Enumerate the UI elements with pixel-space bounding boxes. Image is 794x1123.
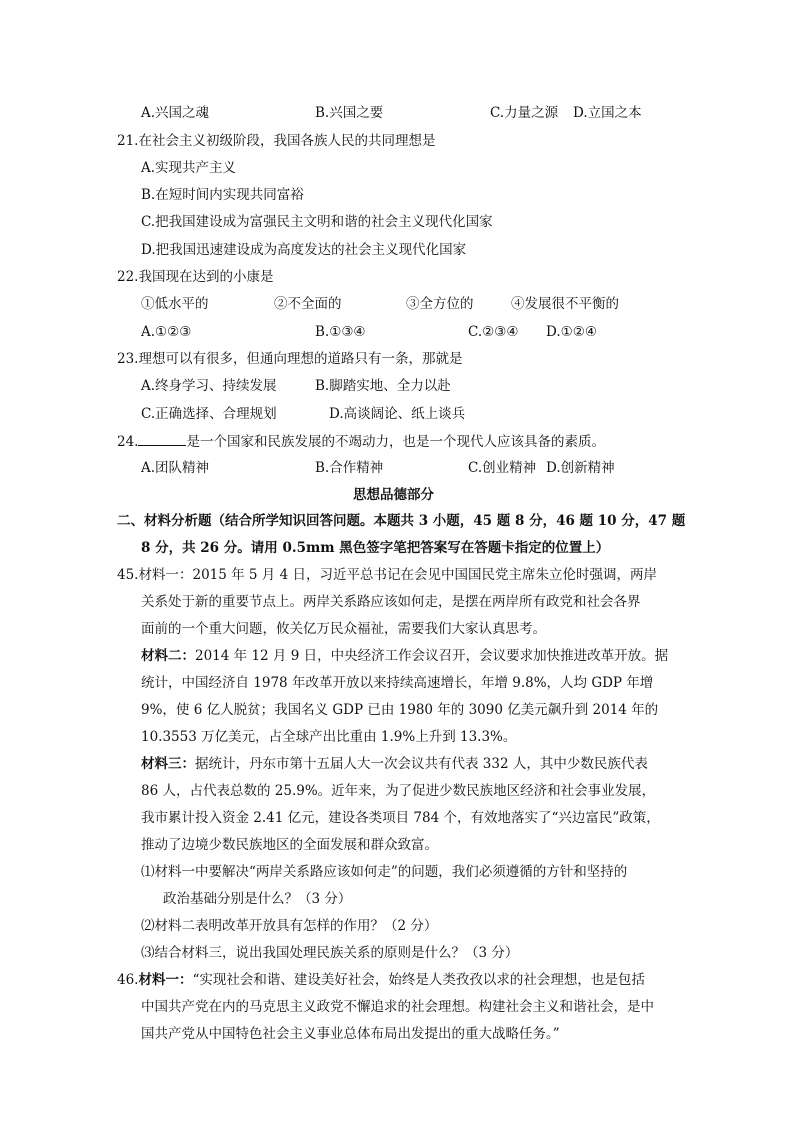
q22-stem: 22.我国现在达到的小康是 [117, 269, 274, 285]
q24-option-d: D.创新精神 [546, 460, 615, 476]
q21-option-c: C.把我国建设成为富强民主文明和谐的社会主义现代化国家 [141, 214, 493, 230]
q45-material-3-text: 据统计，丹东市第十五届人大一次会议共有代表 332 人，其中少数民族代表 [195, 756, 648, 772]
q24-option-b: B.合作精神 [315, 460, 384, 476]
q23-option-b: B.脚踏实地、全力以赴 [315, 378, 451, 394]
section-2-line-2: 8 分，共 26 分。请用 0.5mm 黑色签字笔把答案写在答题卡指定的位置上） [141, 540, 610, 556]
q22-option-a: A.①②③ [141, 324, 192, 340]
q24-option-c: C.创业精神 [468, 460, 537, 476]
q45-material-3-line-4: 推动了边境少数民族地区的全面发展和群众致富。 [141, 837, 438, 853]
section-2-line-1: 二、材料分析题（结合所学知识回答问题。本题共 3 小题，45 题 8 分，46 题 10 分，47 题 [117, 513, 686, 529]
q20-option-a: A.兴国之魂 [141, 105, 210, 121]
q45-sub-question-1-cont: 政治基础分别是什么？（3 分） [163, 891, 352, 907]
q23-option-c: C.正确选择、合理规划 [141, 406, 277, 422]
q24-option-a: A.团队精神 [141, 460, 210, 476]
q45-sub-question-2: ⑵材料二表明改革开放具有怎样的作用？（2 分） [141, 918, 438, 934]
q22-item-4: ④发展很不平衡的 [511, 296, 619, 312]
q45-material-1-text: 2015 年 5 月 4 日，习近平总书记在会见中国国民党主席朱立伦时强调，两岸 [192, 567, 657, 583]
q24-stem-line [117, 431, 605, 452]
q45-material-2-text: 2014 年 12 月 9 日，中央经济工作会议召开，会议要求加快推进改革开放。据 [195, 648, 669, 664]
q46-material-1-line-3: 国共产党从中国特色社会主义事业总体布局出发提出的重大战略任务。” [141, 1026, 560, 1042]
q24-answer-blank [138, 431, 186, 446]
q22-option-c: C.②③④ [468, 324, 519, 340]
q45-material-3-line-2: 86 人，占代表总数的 25.9%。近年来，为了促进少数民族地区经济和社会事业发展， [141, 783, 656, 799]
q20-option-c: C.力量之源 [490, 105, 559, 121]
q46-material-1-line-1 [117, 970, 645, 990]
section-title: 思想品德部分 [353, 487, 434, 503]
q23-stem: 23.理想可以有很多，但通向理想的道路只有一条，那就是 [117, 351, 463, 367]
q22-option-b: B.①③④ [315, 324, 366, 340]
q45-material-1-line-3: 面前的一个重大问题，攸关亿万民众福祉，需要我们大家认真思考。 [141, 621, 546, 637]
q45-material-2-line-3: 9%，使 6 亿人脱贫；我国名义 GDP 已由 1980 年的 3090 亿美元飙升到 2014 年的 [141, 702, 659, 718]
q45-material-2-line-4: 10.3553 万亿美元，占全球产出比重由 1.9%上升到 13.3%。 [141, 729, 517, 745]
q45-material-3-line-1 [141, 754, 648, 774]
q45-material-1-line-2: 关系处于新的重要节点上。两岸关系路应该如何走，是摆在两岸所有政党和社会各界 [141, 594, 641, 610]
q45-material-1-line-1 [117, 565, 657, 585]
q45-sub-question-1: ⑴材料一中要解决“两岸关系路应该如何走”的问题，我们必须遵循的方针和坚持的 [141, 864, 628, 880]
q45-number: 45. [117, 567, 139, 583]
q20-option-d: D.立国之本 [573, 105, 642, 121]
q20-option-b: B.兴国之要 [315, 105, 384, 121]
q46-material-1-line-2: 中国共产党在内的马克思主义政党不懈追求的社会理想。构建社会主义和谐社会，是中 [141, 999, 654, 1015]
q45-material-3-label: 材料三： [141, 756, 195, 772]
q45-material-2-label: 材料二： [141, 648, 195, 664]
q24-stem: 是一个国家和民族发展的不竭动力，也是一个现代人应该具备的素质。 [186, 434, 605, 450]
q23-option-a: A.终身学习、持续发展 [141, 378, 277, 394]
q22-option-d: D.①②④ [546, 324, 597, 340]
q21-option-b: B.在短时间内实现共同富裕 [141, 187, 304, 203]
q45-sub-question-3: ⑶结合材料三，说出我国处理民族关系的原则是什么？（3 分） [141, 945, 519, 961]
q22-item-1: ①低水平的 [141, 296, 209, 312]
q22-item-2: ②不全面的 [274, 296, 342, 312]
q46-material-1-label: 材料一： [138, 972, 193, 988]
q24-number: 24. [117, 434, 139, 450]
q21-option-d: D.把我国迅速建设成为高度发达的社会主义现代化国家 [141, 242, 467, 258]
q45-material-3-line-3: 我市累计投入资金 2.41 亿元，建设各类项目 784 个，有效地落实了“兴边富民”政策， [141, 810, 660, 826]
q23-option-d: D.高谈阔论、纸上谈兵 [329, 406, 466, 422]
q45-material-2-line-1 [141, 646, 668, 666]
q45-material-2-line-2: 统计，中国经济自 1978 年改革开放以来持续高速增长，年增 9.8%，人均 GDP 年增 [141, 675, 654, 691]
q45-material-1-label: 材料一： [138, 567, 193, 583]
q21-stem: 21.在社会主义初级阶段，我国各族人民的共同理想是 [117, 133, 436, 149]
q21-option-a: A.实现共产主义 [141, 160, 237, 176]
q22-item-3: ③全方位的 [406, 296, 474, 312]
q46-number: 46. [117, 972, 139, 988]
q46-material-1-text: “实现社会和谐、建设美好社会，始终是人类孜孜以求的社会理想，也是包括 [192, 972, 645, 988]
